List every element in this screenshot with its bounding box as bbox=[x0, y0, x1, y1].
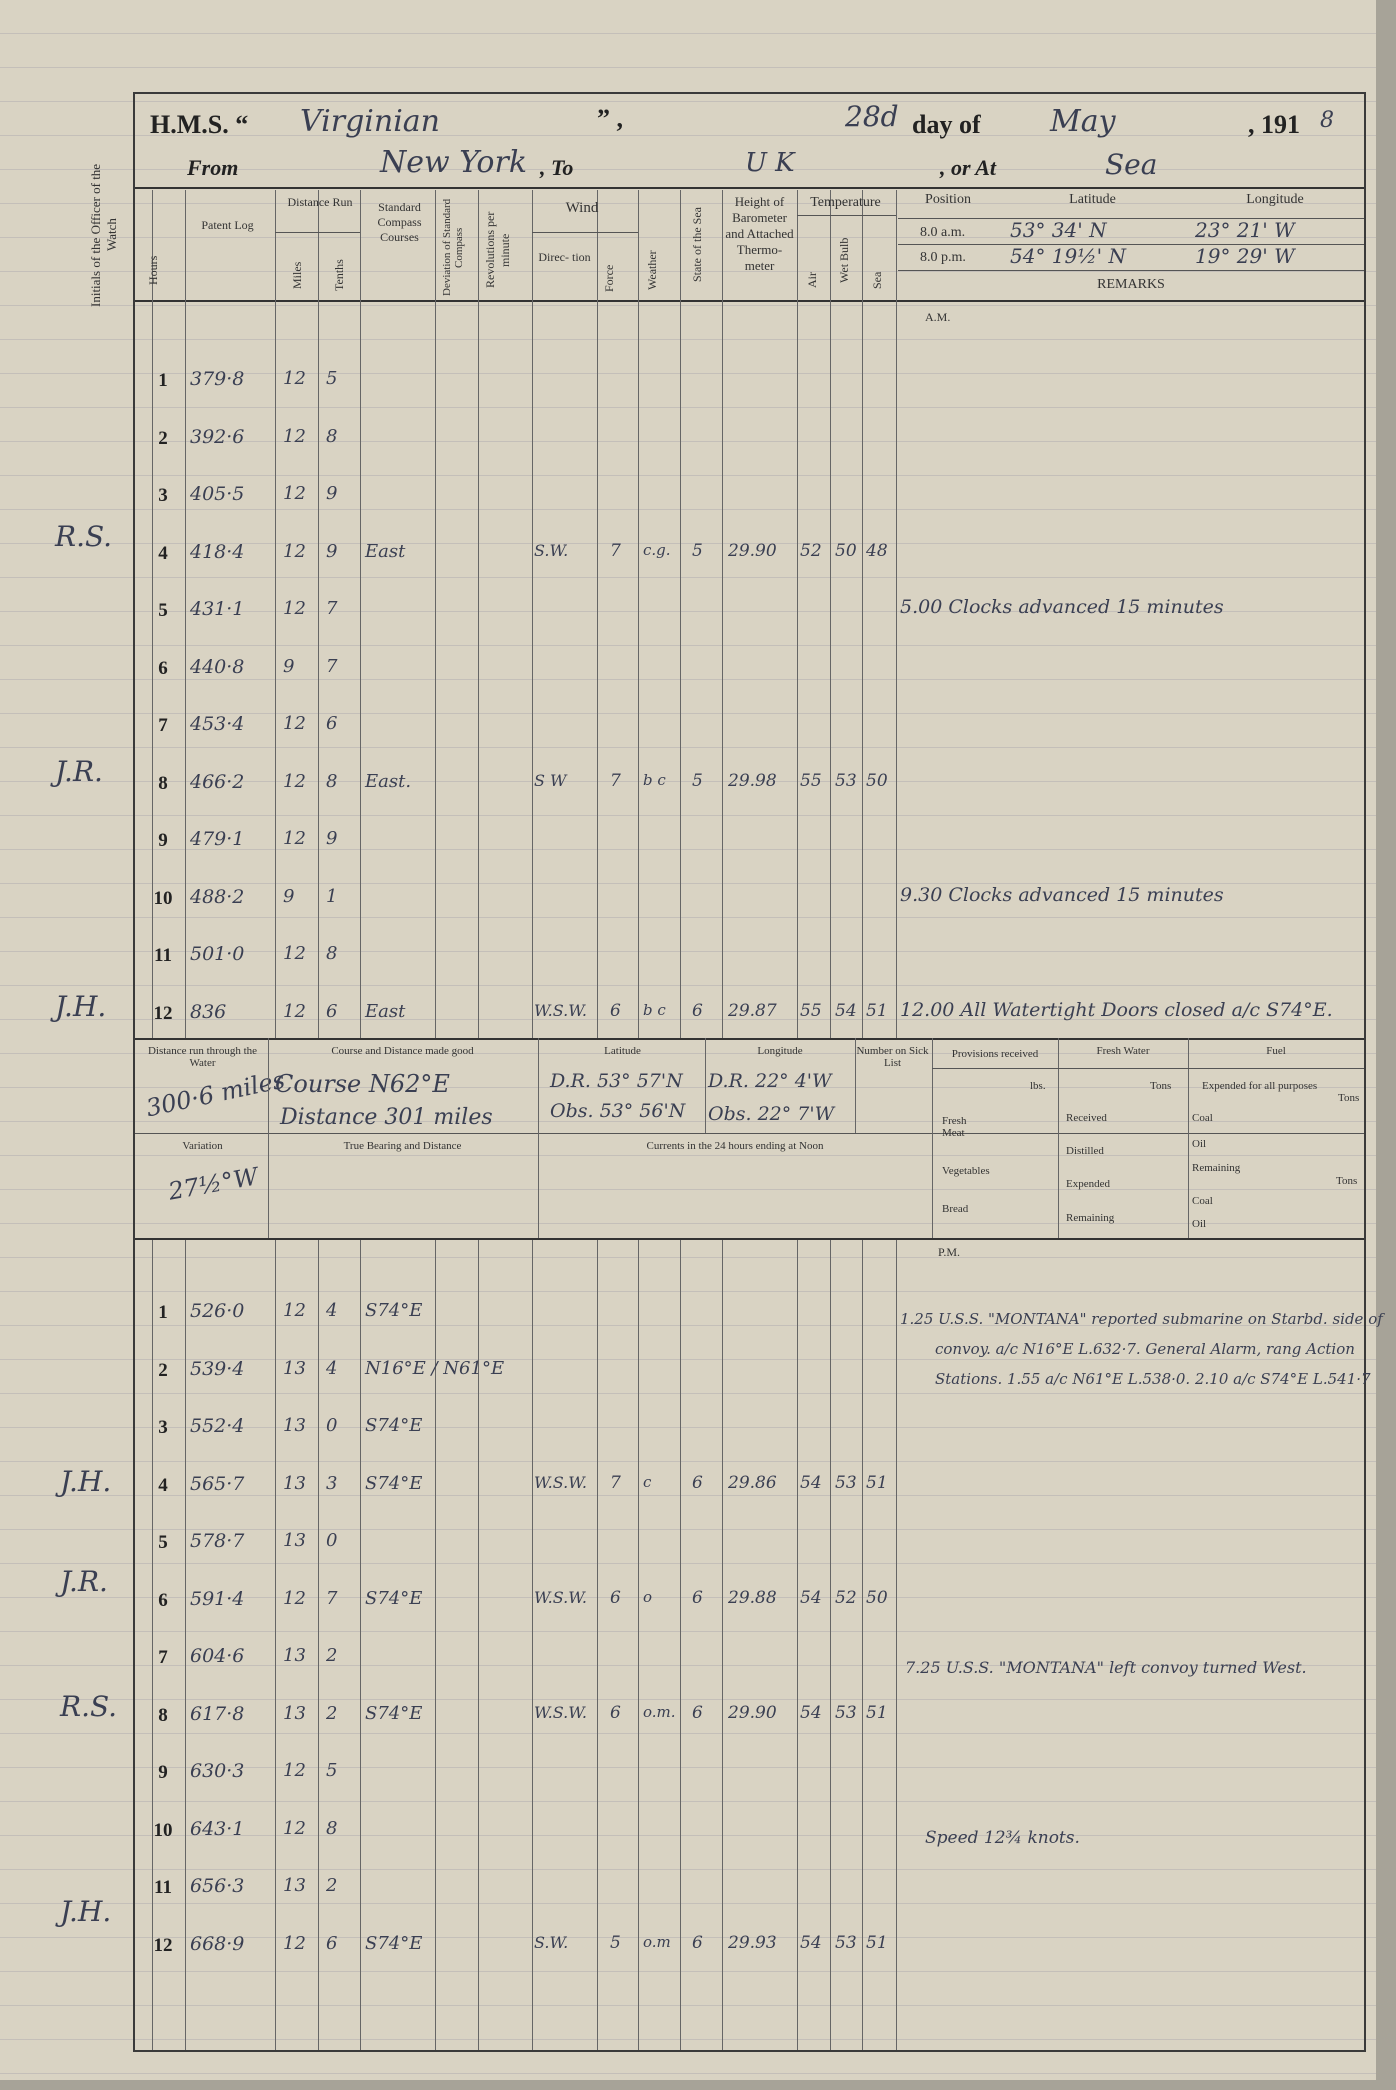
to-value: U K bbox=[745, 148, 795, 178]
cell-course: S74°E bbox=[365, 1932, 423, 1954]
cell-log: 379·8 bbox=[190, 368, 245, 390]
obs-long: Obs. 22° 7'W bbox=[708, 1103, 835, 1125]
cell-dir: W.S.W. bbox=[534, 1472, 587, 1492]
hour-number: 5 bbox=[158, 1532, 168, 1553]
cell-tenths: 2 bbox=[326, 1645, 338, 1666]
remarks-header: REMARKS bbox=[1097, 277, 1165, 292]
distance-value: Distance 301 miles bbox=[280, 1105, 493, 1130]
cell-log: 643·1 bbox=[190, 1817, 245, 1840]
pm-label: P.M. bbox=[938, 1245, 961, 1259]
col-barometer: Height of Barometer and Attached Thermo- meter bbox=[725, 194, 794, 273]
am-longitude: 23° 21' W bbox=[1195, 218, 1295, 242]
hour-number: 11 bbox=[154, 945, 172, 966]
dr-long: D.R. 22° 4'W bbox=[708, 1070, 832, 1092]
remark-text: 5.00 Clocks advanced 15 minutes bbox=[900, 596, 1224, 618]
cell-tenths: 0 bbox=[326, 1415, 338, 1436]
col-force: Force bbox=[602, 264, 616, 292]
cell-dir: S W bbox=[534, 770, 567, 790]
cell-baro: 29.88 bbox=[728, 1587, 777, 1608]
cell-miles: 13 bbox=[283, 1645, 306, 1666]
cell-wet: 53 bbox=[835, 1472, 857, 1493]
cell-weather: o.m. bbox=[643, 1702, 676, 1721]
cell-miles: 12 bbox=[283, 1817, 306, 1839]
cell-tenths: 8 bbox=[326, 943, 338, 964]
cell-tenths: 9 bbox=[326, 540, 338, 562]
cell-log: 552·4 bbox=[190, 1415, 245, 1437]
pm-remark-1: 1.25 U.S.S. "MONTANA" reported submarine on Starbd. side of bbox=[900, 1310, 1383, 1328]
provisions-label: Provisions received bbox=[951, 1048, 1039, 1060]
hour-number: 7 bbox=[158, 715, 168, 736]
cell-sea: 51 bbox=[866, 1472, 888, 1493]
cell-log: 440·8 bbox=[190, 655, 245, 678]
cell-sea: 50 bbox=[866, 770, 888, 791]
cell-tenths: 3 bbox=[326, 1472, 338, 1494]
cell-log: 453·4 bbox=[190, 713, 245, 735]
am-latitude: 53° 34' N bbox=[1010, 218, 1107, 242]
quote-close: ” , bbox=[597, 104, 623, 133]
cell-force: 7 bbox=[610, 770, 621, 791]
fuel-remaining-label: Remaining bbox=[1192, 1162, 1241, 1174]
pm-longitude: 19° 29' W bbox=[1195, 244, 1295, 268]
cell-tenths: 4 bbox=[326, 1300, 338, 1321]
cell-course: East. bbox=[365, 770, 412, 792]
day-value: 28d bbox=[845, 100, 899, 133]
cell-wet: 53 bbox=[835, 1932, 857, 1953]
hour-number: 4 bbox=[158, 542, 168, 564]
cell-force: 7 bbox=[610, 1472, 621, 1493]
cell-miles: 12 bbox=[283, 368, 306, 389]
cell-weather: b c bbox=[643, 1000, 666, 1019]
col-distance-run: Distance Run bbox=[287, 195, 353, 209]
col-longitude: Longitude bbox=[1246, 192, 1304, 207]
cell-sea-state: 6 bbox=[692, 1932, 703, 1953]
hour-number: 8 bbox=[158, 772, 168, 794]
col-direction: Direc- tion bbox=[538, 250, 591, 264]
hour-number: 3 bbox=[158, 1417, 168, 1438]
hour-number: 10 bbox=[153, 887, 173, 909]
hour-number: 7 bbox=[158, 1647, 168, 1668]
cell-course: East bbox=[365, 540, 406, 562]
fuel-oil-2: Oil bbox=[1192, 1218, 1207, 1230]
cell-miles: 12 bbox=[283, 1000, 306, 1022]
pm-time: 8.0 p.m. bbox=[920, 250, 966, 265]
col-hours: Hours bbox=[146, 255, 160, 285]
cell-miles: 12 bbox=[283, 425, 306, 447]
cell-miles: 12 bbox=[283, 1587, 306, 1609]
cell-log: 630·3 bbox=[190, 1760, 245, 1782]
cell-sea-state: 6 bbox=[692, 1587, 703, 1608]
cell-sea-state: 6 bbox=[692, 1472, 703, 1493]
dist-water-value: 300·6 miles bbox=[143, 1065, 288, 1123]
bread-label: Bread bbox=[942, 1203, 969, 1215]
col-latitude: Latitude bbox=[1069, 192, 1116, 207]
vegetables-label: Vegetables bbox=[942, 1165, 990, 1177]
variation-value: 27½°W bbox=[166, 1162, 261, 1206]
hour-number: 1 bbox=[158, 370, 168, 391]
cell-miles: 12 bbox=[283, 483, 306, 504]
cell-log: 565·7 bbox=[190, 1472, 245, 1495]
cell-tenths: 6 bbox=[326, 713, 338, 734]
col-tenths: Tenths bbox=[332, 259, 346, 291]
col-air: Air bbox=[805, 272, 819, 288]
cell-log: 405·5 bbox=[190, 483, 245, 505]
cell-tenths: 1 bbox=[326, 885, 338, 907]
cell-sea-state: 5 bbox=[692, 540, 703, 561]
cell-tenths: 8 bbox=[326, 425, 338, 447]
cell-miles: 12 bbox=[283, 1300, 306, 1321]
fuel-coal-2: Coal bbox=[1192, 1195, 1213, 1207]
hour-number: 9 bbox=[158, 1762, 168, 1783]
hour-number: 3 bbox=[158, 485, 168, 506]
hour-number: 4 bbox=[158, 1474, 168, 1496]
remark-text: 12.00 All Watertight Doors closed a/c S74°E. bbox=[900, 998, 1333, 1021]
cell-miles: 12 bbox=[283, 540, 306, 562]
cell-tenths: 0 bbox=[326, 1530, 338, 1551]
cell-miles: 13 bbox=[283, 1702, 306, 1724]
sick-label: Number on Sick List bbox=[856, 1045, 929, 1069]
cell-course: S74°E bbox=[365, 1587, 423, 1609]
cell-tenths: 6 bbox=[326, 1000, 338, 1022]
cell-miles: 13 bbox=[283, 1875, 306, 1896]
cell-sea-state: 6 bbox=[692, 1702, 703, 1723]
cell-baro: 29.86 bbox=[728, 1472, 777, 1493]
cell-miles: 13 bbox=[283, 1415, 306, 1436]
fuel-tons-1: Tons bbox=[1338, 1092, 1360, 1104]
cell-baro: 29.93 bbox=[728, 1932, 777, 1953]
cell-sea: 51 bbox=[866, 1932, 888, 1953]
cell-miles: 9 bbox=[283, 655, 295, 677]
cell-tenths: 7 bbox=[326, 655, 338, 677]
am-time: 8.0 a.m. bbox=[920, 225, 966, 240]
col-state-sea: State of the Sea bbox=[690, 207, 704, 283]
hour-number: 6 bbox=[158, 1589, 168, 1611]
cell-miles: 12 bbox=[283, 770, 306, 792]
cell-dir: S.W. bbox=[534, 1932, 569, 1952]
cell-miles: 9 bbox=[283, 885, 295, 907]
cell-log: 604·6 bbox=[190, 1645, 245, 1667]
cell-miles: 12 bbox=[283, 828, 306, 849]
remark-text: 9.30 Clocks advanced 15 minutes bbox=[900, 883, 1224, 906]
pm-latitude: 54° 19½' N bbox=[1010, 244, 1126, 268]
cell-miles: 12 bbox=[283, 1932, 306, 1954]
signature: J.H. bbox=[55, 990, 107, 1023]
cell-log: 501·0 bbox=[190, 943, 245, 965]
cell-air: 55 bbox=[800, 770, 822, 791]
cell-tenths: 7 bbox=[326, 598, 338, 619]
cell-weather: c.g. bbox=[643, 540, 671, 559]
cell-course: S74°E bbox=[365, 1300, 423, 1321]
pm-remark-2: convoy. a/c N16°E L.632·7. General Alarm, rang Action bbox=[935, 1340, 1355, 1358]
cell-log: 418·4 bbox=[190, 540, 245, 563]
cell-tenths: 6 bbox=[326, 1932, 338, 1954]
from-label: From bbox=[187, 155, 239, 180]
hms-label: H.M.S. “ bbox=[150, 110, 249, 139]
cell-log: 668·9 bbox=[190, 1932, 245, 1955]
day-of-label: day of bbox=[912, 110, 981, 139]
fuel-tons-2: Tons bbox=[1336, 1175, 1358, 1187]
year-suffix: 8 bbox=[1320, 108, 1334, 133]
cell-air: 54 bbox=[800, 1587, 822, 1608]
fuel-label: Fuel bbox=[1266, 1045, 1286, 1057]
cell-log: 466·2 bbox=[190, 770, 245, 793]
cell-log: 836 bbox=[190, 1000, 227, 1023]
water-remaining: Remaining bbox=[1066, 1212, 1115, 1224]
cell-tenths: 5 bbox=[326, 1760, 338, 1781]
signature: J.R. bbox=[60, 1565, 108, 1598]
course-label: Course and Distance made good bbox=[331, 1045, 474, 1057]
col-position: Position bbox=[925, 192, 971, 207]
cell-force: 6 bbox=[610, 1702, 621, 1723]
cell-tenths: 8 bbox=[326, 770, 338, 792]
cell-course: N16°E / N61°E bbox=[365, 1357, 505, 1379]
cell-log: 578·7 bbox=[190, 1530, 245, 1552]
cell-log: 526·0 bbox=[190, 1300, 245, 1322]
cell-course: East bbox=[365, 1000, 406, 1022]
cell-dir: S.W. bbox=[534, 540, 569, 560]
cell-course: S74°E bbox=[365, 1472, 423, 1494]
cell-miles: 13 bbox=[283, 1357, 306, 1379]
water-tons-label: Tons bbox=[1150, 1080, 1172, 1092]
col-revolutions: Revolutions per minute bbox=[483, 211, 512, 289]
lbs-label: lbs. bbox=[1030, 1080, 1046, 1092]
cell-air: 55 bbox=[800, 1000, 822, 1021]
cell-course: S74°E bbox=[365, 1702, 423, 1724]
or-at-value: Sea bbox=[1105, 148, 1158, 181]
noon-long-label: Longitude bbox=[757, 1045, 803, 1057]
fresh-meat-label: Fresh Meat bbox=[942, 1115, 967, 1139]
cell-miles: 12 bbox=[283, 713, 306, 734]
col-patent-log: Patent Log bbox=[201, 218, 254, 232]
col-deviation: Deviation of Standard Compass bbox=[441, 198, 465, 297]
to-label: , To bbox=[540, 155, 574, 180]
month-value: May bbox=[1050, 104, 1116, 139]
or-at-label: , or At bbox=[940, 155, 997, 180]
cell-baro: 29.98 bbox=[728, 770, 777, 791]
cell-tenths: 2 bbox=[326, 1875, 338, 1896]
cell-weather: b c bbox=[643, 770, 666, 789]
fresh-water-label: Fresh Water bbox=[1096, 1045, 1150, 1057]
cell-log: 591·4 bbox=[190, 1587, 245, 1610]
water-received: Received bbox=[1066, 1112, 1107, 1124]
pm-remark-4: 7.25 U.S.S. "MONTANA" left convoy turned West. bbox=[905, 1658, 1307, 1677]
cell-wet: 54 bbox=[835, 1000, 857, 1021]
signature: R.S. bbox=[60, 1690, 118, 1723]
col-sea: Sea bbox=[870, 271, 884, 289]
cell-air: 54 bbox=[800, 1472, 822, 1493]
cell-baro: 29.90 bbox=[728, 1702, 777, 1723]
hour-number: 2 bbox=[158, 1359, 168, 1381]
col-temperature: Temperature bbox=[810, 195, 881, 210]
cell-miles: 12 bbox=[283, 1760, 306, 1781]
hour-number: 2 bbox=[158, 427, 168, 449]
signature: J.R. bbox=[55, 755, 103, 788]
hour-number: 5 bbox=[158, 600, 168, 621]
cell-tenths: 9 bbox=[326, 483, 338, 504]
cell-air: 54 bbox=[800, 1702, 822, 1723]
col-standard-compass: Standard Compass Courses bbox=[377, 200, 422, 244]
bearing-label: True Bearing and Distance bbox=[343, 1140, 462, 1152]
obs-lat: Obs. 53° 56'N bbox=[550, 1100, 686, 1122]
cell-log: 539·4 bbox=[190, 1357, 245, 1380]
cell-miles: 13 bbox=[283, 1530, 306, 1551]
fuel-oil-1: Oil bbox=[1192, 1138, 1207, 1150]
cell-air: 54 bbox=[800, 1932, 822, 1953]
cell-force: 5 bbox=[610, 1932, 621, 1953]
course-value: Course N62°E bbox=[275, 1070, 450, 1098]
cell-dir: W.S.W. bbox=[534, 1587, 587, 1607]
cell-sea: 48 bbox=[866, 540, 888, 561]
cell-sea-state: 5 bbox=[692, 770, 703, 791]
signature: J.H. bbox=[60, 1895, 112, 1928]
cell-tenths: 8 bbox=[326, 1817, 338, 1839]
cell-log: 617·8 bbox=[190, 1702, 245, 1725]
hour-number: 8 bbox=[158, 1704, 168, 1726]
cell-dir: W.S.W. bbox=[534, 1702, 587, 1722]
cell-tenths: 2 bbox=[326, 1702, 338, 1724]
cell-miles: 12 bbox=[283, 598, 306, 619]
cell-log: 431·1 bbox=[190, 598, 245, 620]
cell-tenths: 7 bbox=[326, 1587, 338, 1609]
cell-log: 488·2 bbox=[190, 885, 245, 908]
cell-baro: 29.87 bbox=[728, 1000, 777, 1021]
cell-miles: 13 bbox=[283, 1472, 306, 1494]
am-label: A.M. bbox=[925, 310, 951, 324]
pm-remark-3: Stations. 1.55 a/c N61°E L.538·0. 2.10 a/c S74°E L.541·7 bbox=[935, 1370, 1371, 1388]
col-wind: Wind bbox=[565, 200, 599, 216]
cell-sea: 50 bbox=[866, 1587, 888, 1608]
hour-number: 10 bbox=[153, 1819, 173, 1841]
water-distilled: Distilled bbox=[1066, 1145, 1104, 1157]
cell-log: 392·6 bbox=[190, 425, 245, 448]
cell-weather: o bbox=[643, 1587, 653, 1606]
cell-tenths: 9 bbox=[326, 828, 338, 849]
water-expended: Expended bbox=[1066, 1178, 1110, 1190]
cell-force: 6 bbox=[610, 1000, 621, 1021]
cell-log: 479·1 bbox=[190, 828, 245, 850]
hour-number: 1 bbox=[158, 1302, 168, 1323]
col-wet-bulb: Wet Bulb bbox=[837, 237, 851, 284]
cell-wet: 50 bbox=[835, 540, 857, 561]
variation-label: Variation bbox=[182, 1140, 223, 1152]
hour-number: 12 bbox=[153, 1934, 173, 1956]
cell-force: 7 bbox=[610, 540, 621, 561]
cell-miles: 12 bbox=[283, 943, 306, 964]
pm-remark-5: Speed 12¾ knots. bbox=[925, 1828, 1080, 1848]
dr-lat: D.R. 53° 57'N bbox=[550, 1070, 683, 1092]
cell-air: 52 bbox=[800, 540, 822, 561]
signature: R.S. bbox=[55, 520, 113, 553]
hour-number: 6 bbox=[158, 657, 168, 679]
cell-tenths: 5 bbox=[326, 368, 338, 389]
cell-weather: o.m bbox=[643, 1932, 671, 1951]
cell-wet: 52 bbox=[835, 1587, 857, 1608]
cell-sea-state: 6 bbox=[692, 1000, 703, 1021]
hour-number: 12 bbox=[153, 1002, 173, 1024]
from-value: New York bbox=[380, 145, 527, 180]
cell-wet: 53 bbox=[835, 770, 857, 791]
cell-log: 656·3 bbox=[190, 1875, 245, 1897]
col-weather: Weather bbox=[645, 250, 659, 290]
hour-number: 11 bbox=[154, 1877, 172, 1898]
currents-label: Currents in the 24 hours ending at Noon bbox=[646, 1140, 824, 1152]
cell-force: 6 bbox=[610, 1587, 621, 1608]
dist-water-label: Distance run through the Water bbox=[147, 1045, 258, 1069]
cell-weather: c bbox=[643, 1472, 652, 1491]
cell-sea: 51 bbox=[866, 1702, 888, 1723]
year-prefix: , 191 bbox=[1248, 110, 1300, 139]
hour-number: 9 bbox=[158, 830, 168, 851]
fuel-coal-1: Coal bbox=[1192, 1112, 1213, 1124]
signature: J.H. bbox=[60, 1465, 112, 1498]
cell-tenths: 4 bbox=[326, 1357, 338, 1379]
cell-dir: W.S.W. bbox=[534, 1000, 587, 1020]
col-miles: Miles bbox=[290, 261, 304, 289]
cell-wet: 53 bbox=[835, 1702, 857, 1723]
noon-lat-label: Latitude bbox=[604, 1045, 641, 1057]
ship-name: Virginian bbox=[300, 104, 440, 139]
officer-initials-label: Initials of the Officer of the Watch bbox=[88, 163, 119, 307]
cell-baro: 29.90 bbox=[728, 540, 777, 561]
expended-all-label: Expended for all purposes bbox=[1202, 1080, 1318, 1092]
cell-sea: 51 bbox=[866, 1000, 888, 1021]
cell-course: S74°E bbox=[365, 1415, 423, 1436]
